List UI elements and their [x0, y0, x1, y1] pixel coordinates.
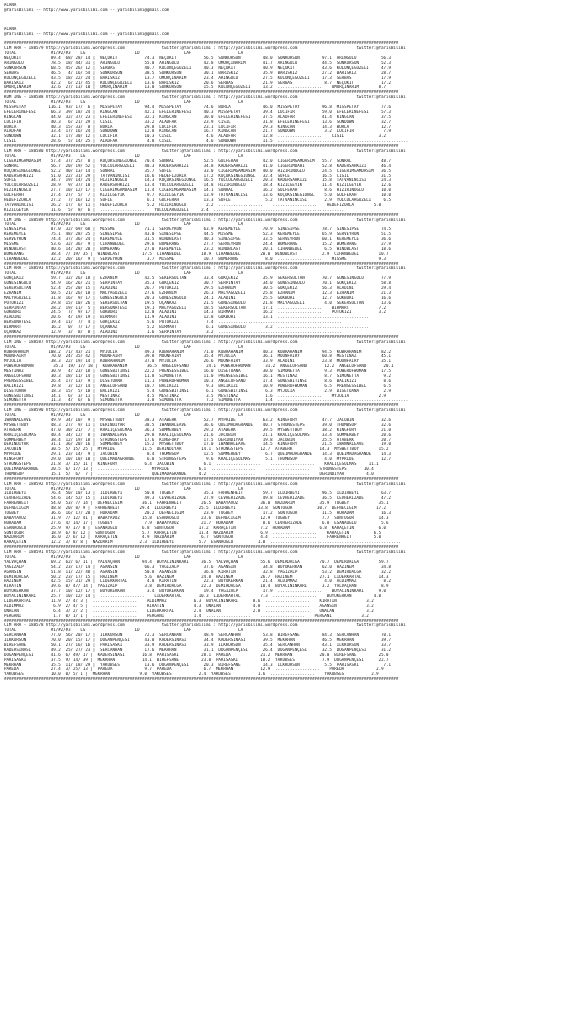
race-row: ATABERK 47.0 30/ 21/ 7 | KRALIÇESULMAS 36.3 SÖMMERBEY 29.2 ATABERK 39.5 MYSWETTBOY 38.2 KINGFURY 21.0: [4, 427, 391, 432]
race-row: BÜYÜKERKAN 37.7 10/ 12/ 17 | BÜYÜKERKAN 3.4 BÜYÜKERKAN 19.4 YAGIZALP 17.9 .................. BOYACININKARI 9.0: [4, 589, 387, 594]
race-block: [4, 90, 569, 144]
race-row: ARINGÜLÜ 78.5 18/ 44/ 31 | ARINGÜLÜ 55.0 ARINGÜLÜ 42.8 ÖMÜRÇINARIM 41.7 ARINGÜLÜ 44.5 SONKURSUN 52.3: [4, 61, 391, 66]
separator-rule: ################################################################################################################################################################: [4, 677, 399, 682]
race-row: KEREMEYLE 75.1 48/ 28/ 25 | SINESIPSE 43.0 SINESIPSE 44.5 MISSME 52.3 KEREMEYLE 65.9 SERVEYRON 51.5: [4, 232, 391, 237]
race-row: MALYAGÜZELI 31.8 16/ 9/ 17 | GÜNESINGÜLÜ 20.3 GÜNESINGÜLÜ 24.1 ALADINI 25.5 GÖKBÖRI 12.7 GÖKBÖRI 16.6: [4, 295, 391, 300]
separator-rule: ################################################################################################################################################################: [4, 403, 399, 408]
race-blocks: [4, 41, 569, 682]
race-column-header: TOTAL #1/#2/#3 LG LD LAF LA: [4, 486, 244, 491]
race-row: BALIKIZI 19.8 3/ 12/ 14 | ANGELOFSAND 10.7 BALIKIZI 9.3 BALIKIZI 10.9 POWEROFWOMAN 6.5 PRENSESSIBEL 6.5: [4, 383, 391, 388]
race-row: DEFNECIGIM 48.8 20/ 8/ 9 | FAHRENHEIT 29.4 ILDIRBEYI 25.5 ILDIRBEYI 33.8 SONTUGUR 30.7 DEFNECIGIM 17.2: [4, 506, 387, 511]
race-row: EFELERINEFESI 66.3 39/ 18/ 24 | KINGCAN 42.1 EFELERINEFESI 40.3 MISSPETAY 39.4 LUCIFIR 59.0 EFELERINEFESI 57.3: [4, 109, 391, 114]
race-row: KADERSINASI 49.2 25/ 27/ 23 | SERCANHAN 17.6 MEKRHAN 31.1 DOGANPENÇESI 26.4 DOGANPENÇESI 32.5 DOGANPENÇESI 31.2: [4, 647, 391, 652]
race-block: [4, 41, 569, 90]
race-row: SIMONETTA 11.3 4/ 6/ 6 | SIMONETTA 1.8 SIMONETTA 7.2 SIMONETTA 1.4 .....................................................: [4, 398, 409, 403]
race-row: SERBAS 46.5 4/ 16/ 54 | SONKURSUN 38.5 SONKURSUN 30.1 BARISKIZ 35.9 BARISKIZ 27.2 BARISKIZ 28.7: [4, 70, 391, 75]
race-row: KADERSAHKIZI 51.0 22/ 31/ 29 | TATVANINCISI 16.6 HEDEFIZORLA 17.2 KÜÇÜKSINEGIONGL 32.4 SUFLE 16.5 CISIL 31.5: [4, 173, 391, 178]
race-row: ALDIMMAZ 6.9 2/ 4/ 5 | .................. KIRATIN 4.3 ÜNALAN 4.8 .................. AGANSIN 3.2: [4, 603, 374, 608]
header-links: @YarisBilimi -- http://www.yarisbilimi.com -- yarisbilimi@gmail.com: [4, 31, 170, 36]
race-row: HÜRADAM 27.6 4/ 14/ 17 | TUGBEY 7.9 BABAYAVUZ 21.7 HÜRADAM 8.6 CEVHERIZADE 6.8 ESANAOGLU 5.6: [4, 520, 389, 525]
race-row: CIHANBEDEL 32.2 20/ 16/ 9 | SERVEYRON 3.7 MISSME 10.7 BUMERANG 8.0 .................. MISSME 9.3: [4, 256, 387, 261]
race-row: KINGFURY 29.0 10/ 10/ 10 | QUEIMADAGRANDE 6.8 STRONGSTEPS 9.6 KRALIÇESULMAS 5.1 THUMBSUP 4.0 MYPRIDE 12.7: [4, 457, 391, 462]
race-row: KÜLÜNÇEGÜZELI 43.5 18/ 22/ 24 | BARISKIZ 13.7 ÖMÜRÇINARIM 23.4 ARINGÜLÜ 27.5 KÜLÜNÇEGÜZELI 17.3 SERBAS 17.9: [4, 75, 391, 80]
race-row: GÜNESBITINSI 14.1 6/ 3/ 11 | MESTINAZ 4.5 MESTINAZ 3.5 MESTINAZ 1.6 .................. MYJULIA 2.9: [4, 393, 387, 398]
race-title: CIM ARA - 188593 http://yarisbilimi.wordpress.com twitter:@YarisBilimi : http://yarisbilimi.wordpress.com twitter:@YarisBilimi: [4, 266, 406, 271]
race-column-header: TOTAL #1/#2/#3 LG LD LAF LA: [4, 271, 244, 276]
race-row: ILDIRBEYI 76.4 50/ 10/ 13 | ILDIRBEYI 50.8 TUGBEY 35.3 FAHRENHEIT 59.7 ILDIRBEYI 96.5 ILDIRBEYI 63.7: [4, 491, 391, 496]
race-row: UÇANKAZ 12.9 3/ 8/ 8 | ALADINI 1.6 SERPINTAY 3.2 ..................................................: [4, 330, 342, 334]
race-row: HAZINEM 42.5 15/ 31/ 29 | LIDERKARTAL 4.8 KIRATIN 22.3 BÜYÜKERKAN 21.4 ALDIMMAZ 4.0 ALDIMMAZ 8.2: [4, 579, 391, 584]
race-column-header: TOTAL #1/#2/#3 LG LD LAF LA: [4, 153, 244, 158]
race-title: CIM ING - 188587 http://yarisbilimi.wordpress.com twitter:@YarisBilimi : http://yarisbilimi.wordpress.com twitter:@YarisBilimi: [4, 339, 406, 344]
race-row: WINDBLAST 40.6 14/ 28/ 20 | BUMERANG 27.0 KEREMEYLE 23.2 WINDBLAST 20.1 CIHANBEDEL 6.5 WINDBLAST 18.6: [4, 246, 391, 251]
race-row: ÜNALAN 6.4 3/ 2/ 2 | .................. LIDERKARTAL 2.4 ÜNALAN 2.8 .................. ÜNALAN 3.2: [4, 608, 374, 613]
race-row: YALVAÇHAN 69.2 62/ 6/ 11 | YALVAÇHAN 94.4 BOYACININKARI 36.5 YALVAÇHAN 55.6 DEMIRDALGA 70.7 DEMIRDALGA 59.7: [4, 559, 389, 564]
race-row: BUMERANG 38.4 7/ 19/ 35 | WINDBLAST 17.5 CIHANBEDEL 18.9 CIHANBEDEL 20.0 WINDBLAST 2.9 CIHANBEDEL 10.7: [4, 251, 389, 256]
race-row: MISSME 53.6 32/ 36/ 9 | CIHANBEDEL 29.6 BUMERANG 27.7 SERVEYRON 24.4 BUMERANG 15.2 BUMERANG 27.9: [4, 241, 391, 246]
race-row: LUCIFIR 40.3 6/ 21/ 29 | CISIL 33.2 ALADFAR 23.9 CISIL 31.8 EFELERINEFESI 13.6 SUNDOWN 32.7: [4, 119, 391, 124]
race-row: SÖMMERBEY 38.4 12/ 19/ 18 | STRONGSTEPS 17.6 KINGFURY 17.5 DERINDIYAR 19.8 JACOBIN 25.5 ATABERK 20.7: [4, 437, 391, 442]
race-row: EZHANIM 50.5 21/ 26/ 18 | MALYAGÜZELI 27.6 EZHANIM 26.3 MALYAGÜZELI 25.8 EZHANIM 12.3 EZHANIM 21.3: [4, 290, 391, 295]
race-row: DOGANPENÇESI 41.6 6/ 49/ 17 | KADERSINASI 16.8 PARISASKI 28.1 PAREDA 21.2 MEKRHAN 20.0 BIREFSANE 25.0: [4, 652, 389, 657]
header-name: ACANA: [4, 26, 17, 31]
race-block: [4, 545, 569, 618]
race-row: SONRAL 56.7 20/ 19/ 52 | YOLCULARGÜZELI 48.3 KADERSAHKIZI 34.8 KADERSAHKIZI 41.0 CIGERIMDAHI 52.8 KADERSAHKIZI 46.4: [4, 163, 391, 168]
race-row: MYSWETTBOY 48.3 27/ 9/ 11 | DERINDIYAR 38.5 IWANNALEAVE 36.6 QUEIMADAGRANDE 40.7 STRONGSTEPS 39.0 THUMBSUP 32.6: [4, 422, 391, 427]
race-title: KUM ING - 188588 http://yarisbilimi.wordpress.com twitter:@YarisBilimi : http://yarisbilimi.wordpress.com twitter:@YarisBilimi: [4, 95, 406, 100]
race-row: SERPINTAY 28.2 19/ 11/ 5 | BERSUNATESI 19.1 MALYAGÜZELI 18.5 SEKERSULTAN 17.1 .................. BIRMART 7.2: [4, 305, 387, 310]
race-block: [4, 477, 569, 545]
race-row: GÜNESINGÜLÜ 54.9 16/ 26/ 21 | SERPINTAY 35.3 GÖKÇEKIZ 30.7 SERPINTAY 34.0 GÜNESINGÜLÜ 70.1 GÖKÇEKIZ 58.8: [4, 281, 391, 286]
spacer: [4, 13, 569, 27]
race-row: AGANSIN 51.8 11/ 22/ 48 | AGANSIN 50.8 AGANSIN 36.8 KIRATIN 32.8 YAGIZALP 53.2 DEMIRDALGA 32.2: [4, 569, 391, 574]
race-title: CIM ARA - 188591 http://yarisbilimi.wordpress.com twitter:@YarisBilimi : http://yarisbilimi.wordpress.com twitter:@YarisBilimi: [4, 550, 406, 555]
race-title: CIM ING - 188589 http://yarisbilimi.wordpress.com twitter:@YarisBilimi : http://yarisbilimi.wordpress.com twitter:@YarisBilimi: [4, 217, 406, 222]
separator-rule: ################################################################################################################################################################: [4, 545, 399, 550]
race-row: CIGERIMGAMDASIM 57.4 37/ 25/ 8 | KÜÇÜKSINEGIONGL 70.4 SONRAL 52.5 GÜLFERAH 42.0 CIGERIMGAMDASIM 55.7 SONRAL 48.7: [4, 158, 391, 163]
race-row: BURLA 40.3 15/ 33/ 8 | BURLA 29.8 LUCIFIR 23.1 LUCIFIR 29.3 KINGCAN 14.3 BURLA 12.7: [4, 124, 391, 129]
race-column-header: TOTAL #1/#2/#3 LG LD LAF LA: [4, 222, 244, 227]
race-block: [4, 335, 569, 403]
race-row: SONTUGUR 18.9 6/ 8/ 12 | SONTUGUR 5.7 KARAÇETIN 11.4 NAZDARIM 6.9 .................. KARAÇETIN 6.5: [4, 530, 382, 535]
race-row: POTOKIZI 29.8 15/ 10/ 26 | SEKERSULTAN 19.5 UÇANKAZ 21.5 GÜNESINGÜLÜ 21.8 MALYAGÜZELI 4.0 SEKERSULTAN 13.6: [4, 300, 391, 305]
header-name: ACANA: [4, 3, 17, 7]
race-row: DEMIRDALGA 50.2 23/ 17/ 15 | HAZINEM 5.6 HAZINEM 24.8 HAZINEM 26.7 HAZINEM 27.1 LIDERKARTAL 14.3: [4, 574, 389, 579]
race-row: SERVEYRON 74.4 37/ 36/ 24 | KEREMEYLE 31.5 WINDBLAST 40.3 SINESIPSE 33.5 SERVEYRON 60.1 KEREMEYLE 36.6: [4, 237, 391, 242]
race-row: ALADFAR 33.4 17/ 16/ 24 | SUNDOWN 12.8 KINGCAN 16.7 KINGCAN 21.7 SUNDOWN 3.2 LUCIFIR 7.9: [4, 129, 391, 134]
separator-rule: ################################################################################################################################################################: [4, 476, 399, 481]
race-row: BERSUNATESI 19.4 11/ 7/ 4 | GÖKÇEKIZ 5.6 POTOKIZI 7.4 ..................................................: [4, 320, 342, 325]
race-row: MYPRIDE 29.1 23/ 14/ 9 | JACOBIN 8.4 THUMBSUP 12.5 SÖMMERBEY 6.7 QUEIMADAGRANDE 14.3 QUEIMADAGRANDE 14.3: [4, 452, 391, 457]
race-row: KIZILGEYIK 11.6 5/ 8/ 6 | .................. YOLCULARGÜZELI 2.4 .....................................................: [4, 207, 345, 212]
race-row: NEÇUKIT 89.4 68/ 28/ 14 | NEÇUKIT 74.3 NEÇUKIT 56.5 SONKURSUN 48.0 SONKURSUN 97.1 ARINGÜLÜ 56.3: [4, 56, 391, 61]
race-title: CIM ARA - 188578 http://yarisbilimi.wordpress.com twitter:@YarisBilimi : http://yarisbilimi.wordpress.com twitter:@YarisBilimi: [4, 623, 406, 628]
race-row: BOYACININKARI 25.7 10/ 12/ 14 | .................. LIDERKARTAL 10.3 LIDERKARTAL 7.3 .................. BÜYÜKERKAN 4.0: [4, 594, 382, 599]
race-row: FAHRENHEIT 54.0 53/ 7/ 14 | DEFNECIGIM 36.1 FAHRENHEIT 26.5 BABAYAVUZ 36.0 NAZDARIM 35.9 TUGBEY 35.1: [4, 501, 389, 506]
separator-rule: ################################################################################################################################################################: [4, 41, 399, 46]
race-row: KINGCAN 44.0 32/ 37/ 23 | EFELERINEFESI 32.1 KINGCAN 30.0 EFELERINEFESI 37.5 ALADFAR 41.4 KINGCAN 37.5: [4, 114, 391, 119]
race-row: THUMBSUP 15.1 5/ 6/ 7 | .................. QUEIMADAGRANDE 4.2 .................. .................. DERINDIYAR 4.0: [4, 471, 374, 476]
race-row: TUGBEY 36.6 16/ 17/ 20 | HÜRADAM 20.2 DEFNECIGIM 23.9 TUGBEY 17.2 SONTUGUR 11.5 HÜRADAM 16.3: [4, 510, 391, 515]
race-row: SEKERSULTAN 52.4 25/ 20/ 15 | ALADINI 26.7 POTOKIZI 29.5 EZHANIM 30.5 GÖKÇEKIZ 56.3 ALADINI 29.4: [4, 285, 391, 290]
race-row: MISSPETAY 116.1 93/ 17/ 6 | MISSPETAY 94.4 MISSPETAY 74.6 BURLA 46.0 MISSPETAY 96.8 MISSPETAY 77.6: [4, 105, 391, 110]
separator-rule: ################################################################################################################################################################: [4, 261, 399, 266]
race-row: YAKUBSES 10.0 0/ 5/ 1 | MEKRHAN 9.0 YAKUBSES 2.4 YAKUBSES 1.6 .................. YAKUBSES 2.9: [4, 672, 379, 677]
race-row: POWEROFWOMAN 35.3 19/ 17/ 18 | KÜBRAHANIM 36.5 ANGELOFSAND 24.1 POWEROFWOMAN 31.2 ANGELOFSAND 12.2 ANGELOFSAND 20.1: [4, 364, 394, 369]
race-row: ILKKURSUN 70.0 20/ 15/ 17 | DOGANPENÇESI 43.0 KADERSINASI 34.4 KADERSINASI 39.5 MEKRHAN 46.5 MEKRHAN 39.7: [4, 638, 391, 643]
race-row: HIZIRINOGLU 27.7 10/ 12/ 17 | CIGERIMGAMDASIM 11.4 CIGERIMGAMDASIM 14.1 SONRAL 16.2 GÜLFERAH 8.6 HIZIRINOGLU 10.0: [4, 188, 391, 193]
race-title: CIM ARA - 188579 http://yarisbilimi.wordpress.com twitter:@YarisBilimi : http://yarisbilimi.wordpress.com twitter:@YarisBilimi: [4, 46, 406, 51]
race-row: SUNDOWN 32.1 17/ 30/ 12 | LUCIFIR 10.3 CISIL 4.6 ALADFAR 12.8 .................. CISIL 3.2: [4, 134, 387, 139]
race-title: CIM ING - 188590 http://yarisbilimi.wordpress.com twitter:@YarisBilimi : http://yarisbilimi.wordpress.com twitter:@YarisBilimi: [4, 408, 406, 413]
race-row: HEDEFIZORLA 27.2 7/ 16/ 12 | SUFLE 6.1 GÜLFERAH 13.3 SUFLE 5.2 TATVANINCISI 2.9 YOLCULARGÜZELI 6.5: [4, 197, 391, 202]
race-row: IWANNALEAVE 49.9 34/ 10/ 9 | MYSWETTBOY 38.3 ATABERK 52.7 MYPRIDE 63.2 KINGFURY 47.7 JACOBIN 32.6: [4, 418, 391, 423]
separator-rule: ################################################################################################################################################################: [4, 334, 399, 339]
race-row: PAREDA 27.4 3/ 25/ 13 | PAREDA 9.7 PAREDA 6.7 MEKRHAN 12.9 .................. PAREDA 2.9: [4, 667, 384, 672]
race-column-header: TOTAL #1/#2/#3 LG LD LAF LA: [4, 628, 244, 633]
race-row: MOONFAIRY 70.0 24/ 35/ 42 | MOONFAIRY 39.8 MOONFAIRY 35.4 MYJULIA 36.1 MOONFAIRY 60.8 MESTINAZ 45.1: [4, 354, 391, 359]
race-row: CEVHERIZADE 54.6 14/ 52/ 15 | ILDIRBEYI 49.3 CEVHERIZADE 27.9 CEVHERIZADE 49.8 CEVHERIZADE 36.5 CEVHERIZADE 47.2: [4, 496, 391, 501]
race-row: DERINDIYAR 31.1 36/ 20/ 16 | SÖMMERBEY 15.2 MYSWETTBOY 17.0 IWANNALEAVE 14.5 KINGFURY 21.5 IWANNALEAVE 19.0: [4, 442, 391, 447]
race-row: GÜLFERAH 27.4 27/ 5/ 7 | KIZILGEYIK 9.7 KIZILGEYIK 13.9 TATVANINCISI 13.6 KÜÇÜKSINEGIONGL 5.0 GÜLFERAH 10.0: [4, 193, 391, 198]
race-row: ALADINI 20.6 4/ 19/ 19 | BIRMART 11.9 ALADINI 12.8 GÖKBÖRI 13.1 .....................................: [4, 315, 369, 320]
race-column-header: TOTAL #1/#2/#3 LG LD LAF LA: [4, 51, 244, 56]
race-row: ANGELOFSAND 30.3 18/ 11/ 14 | GÜNESBITINSI 11.8 SIMONETTA 11.0 PRENSESSIBEL 16.1 MESTINAZ 8.7 SIMONETTA 9.2: [4, 374, 391, 379]
separator-rule: ################################################################################################################################################################: [4, 618, 399, 623]
race-row: KRALIÇESULMAS 40.4 34/ 12/ 8 | IWANNALEAVE 29.8 KRALIÇESULMAS 21.6 JACOBIN 21.1 KRALIÇESULMAS 33.4 SÖMMERBEY 20.6: [4, 432, 391, 437]
race-row: SUFLE 34.7 19/ 14/ 24 | HIZIRINOGLU 14.3 KÜÇÜKSINEGIONGL 16.5 YOLCULARGÜZELI 20.3 KADERSAHKIZI 15.8 TATVANINCISI 24.3: [4, 178, 391, 183]
separator-rule: ################################################################################################################################################################: [4, 90, 399, 95]
race-block: [4, 403, 569, 476]
race-column-header: TOTAL #1/#2/#3 LG LD LAF LA: [4, 100, 244, 105]
race-row: BABAYAVUZ 31.9 7/ 12/ 41 | BABAYAVUZ 15.8 ESANAOGLU 23.6 DEFNECIGIM 12.9 TUGBEY 7.7 SONTUGUR 14.3: [4, 515, 389, 520]
race-row: KARAÇETIN 12.2 3/ 8/ 8 | NAZDARIM 2.3 ILDIRBEYI 5.7 ESANAOGLU 1.0 .....................................................: [4, 540, 401, 545]
race-row: YAGIZALP 54.2 23/ 17/ 14 | AGANSIN 66.3 YAGIZALP 37.6 AGANSIN 34.8 BÜYÜKERKAN 62.0 HAZINEM 34.8: [4, 564, 391, 569]
race-row: GÖKBÖRI 24.5 7/ 9/ 17 | GÖKBÖRI 12.0 ALADINI 14.3 BIRMART 16.2 .................. POTOKIZI 3.2: [4, 310, 387, 315]
race-column-header: TOTAL #1/#2/#3 LG LD LAF LA: [4, 554, 244, 559]
race-block: [4, 619, 569, 678]
race-row: QUEIMADAGRANDE 20.5 6/ 17/ 13 | .................. MYPRIDE 6.1 .................. .................. STRONGSTEPS 10.4: [4, 466, 374, 471]
race-block: [4, 213, 569, 262]
race-row: SINESIPSE 87.0 32/ 69/ 68 | MISSME 71.1 SERVEYRON 63.9 KEREMEYLE 70.9 SINESIPSE 78.7 SINESIPSE 74.5: [4, 227, 391, 232]
race-row: MYJULIA 38.3 22/ 19/ 14 | KÜBRAHANIM 37.0 MYJULIA 26.6 MOONFAIRY 33.9 ALADINI 23.8 MOONFAIRY 35.1: [4, 359, 391, 364]
race-row: PARISASKI 37.5 9/ 14/ 39 | MEKRHAN 14.1 BIREFSANE 23.0 PARISASKI 18.2 YAKUBSES 7.9 DOGANPENÇESI 22.7: [4, 657, 389, 662]
race-row: CISIL 28.6 5/ 14/ 25 | ALADFAR 4.8 CISIL 4.6 SUNDOWN 11.5 .....................................................: [4, 139, 409, 144]
race-block: [4, 144, 569, 212]
race-row: BARISKIZ 42.2 6/ 21/ 45 | KÜLÜNÇEGÜZELI 13.6 BARISKIZ 20.6 SERBAS 21.9 SERBAS 8.7 NEÇUKIT 17.2: [4, 80, 391, 85]
header-links: @YarisBilimi -- http://www.yarisbilimi.com -- yarisbilimi@gmail.com: [4, 7, 170, 12]
race-row: KÜBRAHANIM 108.2 71/ 43/ 21 | MYJULIA 49.3 KÜBRAHANIM 71.0 KÜBRAHANIM 40.3 KÜBRAHANIM 94.5 KÜBRAHANIM 82.2: [4, 349, 391, 354]
race-row: JACOBIN 30.5 5/ 15/ 25 | MYPRIDE 11.5 DERINDIYAR 14.1 STRONGSTEPS 12.7 ATABERK 14.3 MYSWETTBOY 15.2: [4, 447, 389, 452]
separator-rule: ################################################################################################################################################################: [4, 144, 399, 149]
race-row: KÜÇÜKSINEGIONGL 52.2 40/ 13/ 14 | SONRAL 35.7 SUFLE 33.0 CIGERIMGAMDASIM 40.0 HIZIRINOGLU 24.5 CIGERIMGAMDASIM 36.5: [4, 168, 391, 173]
race-row: ÖMÜRÇINARIM 32.6 27/ 13/ 10 | ÖMÜRÇINARIM 13.0 SONKURSUN 15.5 KÜLÜNÇEGÜZELI 13.2 .................. ÖMÜRÇINARIM 8.7: [4, 85, 387, 90]
race-row: MEKRHAN 35.5 11/ 18/ 29 | YAKUBSES 13.6 DOGANPENÇESI 20.3 BIREFSANE 14.3 ILKKURSUN 5.5 PARISASKI 7.1: [4, 662, 391, 667]
race-row: MESTINAZ 30.9 4/ 23/ 18 | GÜNESBITINSI 22.2 PRENSESSIBEL 16.0 DISETUANA 30.0 SIMONETTA 9.3 POWEROFWOMAN 17.5: [4, 369, 391, 374]
race-row: ESANAOGLU 25.9 9/ 17/ 8 | ESANAOGLU 6.8 SONTUGUR 17.2 KARAÇETIN 7.2 HÜRADAM 6.8 KARAÇETIN 6.0: [4, 525, 387, 530]
race-row: LIDERKARTAL 11.9 2/ 4/ 3 | .................. ALDIMMAZ 6.3 BOYACININKARI 8.6 .................. KIRATIN 3.2: [4, 598, 374, 603]
race-column-header: TOTAL #1/#2/#3 LG LD LAF LA: [4, 344, 244, 349]
race-row: KIRATIN 39.6 0/ 47/ 14 | YAGIZALP 3.8 DEMIRDALGA 22.3 DEMIRDALGA 18.4 BOYACININKARI 3.2 YALVAÇHAN 8.9: [4, 584, 389, 589]
race-row: STRONGSTEPS 21.8 3/ 15/ 11 | KINGFURY 6.4 JACOBIN 6.1 .................. .................. KRALIÇESULMAS 11.1: [4, 462, 379, 467]
race-column-header: TOTAL #1/#2/#3 LG LD LAF LA: [4, 413, 244, 418]
race-row: BIREFSANE 50.1 27/ 16/ 16 | PARISASKI 33.9 KADERSINASI 33.9 ILKKURSUN 35.4 SERCANHAN 43.1 ILKKURSUN 33.7: [4, 643, 391, 647]
race-row: TATVANINCISI 26.2 17/ 6/ 11 | HEDEFIZORLA 5.2 HIZIRINOGLU 2.2 .................. .................. HEDEFIZORLA 5.0: [4, 202, 382, 207]
race-row: SERCANHAN 77.0 56/ 20/ 17 | ILKKURSUN 72.3 SERCANHAN 48.9 SERCANHAN 53.8 BIREFSANE 84.3 SERCANHAN 70.1: [4, 633, 391, 638]
race-block: [4, 262, 569, 335]
race-row: PRENSESSIBEL 26.4 17/ 13/ 9 | DISETUANA 11.1 POWEROFWOMAN 10.3 ANGELOFSAND 17.4 GÜNESBITINSI 8.6 BALIKIZI 8.6: [4, 378, 391, 383]
race-row: GÖKÇEKIZ 59.7 32/ 26/ 18 | EZHANIM 42.5 SEKERSULTAN 33.4 GÖKÇEKIZ 35.9 SEKERSULTAN 70.7 GÜNESINGÜLÜ 77.9: [4, 276, 391, 281]
race-row: NAZDARIM 16.0 2/ 6/ 12 | KARAÇETIN 4.9 NAZDARIM 6.7 SONTUGUR 4.4 .................. FAHRENHEIT 5.0: [4, 535, 382, 540]
race-row: YOLCULARGÜZELI 28.9 9/ 37/ 10 | KADERSAHKIZI 13.4 YOLCULARGÜZELI 14.8 HIZIRINOGLU 18.4 KIZILGEYIK 11.4 KIZILGEYIK 12.6: [4, 183, 391, 188]
race-row: DISETUANA 18.3 15/ 5/ 10 | BALIKIZI 5.4 GÜNESBITINSI 6.1 GÜNESBITINSI 6.3 MYJULIA 2.9 DISETUANA 2.9: [4, 388, 391, 393]
race-title: CIM ARA - 188580 http://yarisbilimi.wordpress.com twitter:@YarisBilimi : http://yarisbilimi.wordpress.com twitter:@YarisBilimi: [4, 149, 406, 154]
race-title: CIM ARA - 188592 http://yarisbilimi.wordpress.com twitter:@YarisBilimi : http://yarisbilimi.wordpress.com twitter:@YarisBilimi: [4, 481, 406, 486]
race-row: PERGANI 1.7 0/ 1/ 1 | .................. PERGANI 1.4 .................. .................. PERGANI 3.2: [4, 613, 369, 618]
race-row: SONKURSUN 68.5 45/ 26/ 12 | SERBAS 40.7 KÜLÜNÇEGÜZELI 40.3 NEÇUKIT 40.9 NEÇUKIT 43.6 KÜLÜNÇEGÜZELI 47.9: [4, 65, 391, 70]
separator-rule: ################################################################################################################################################################: [4, 212, 399, 217]
race-row: BIRMART 16.2 0/ 7/ 17 | UÇANKAZ 5.2 BIRMART 6.1 GÜNESINGÜLÜ 3.2 .....................................: [4, 325, 369, 330]
